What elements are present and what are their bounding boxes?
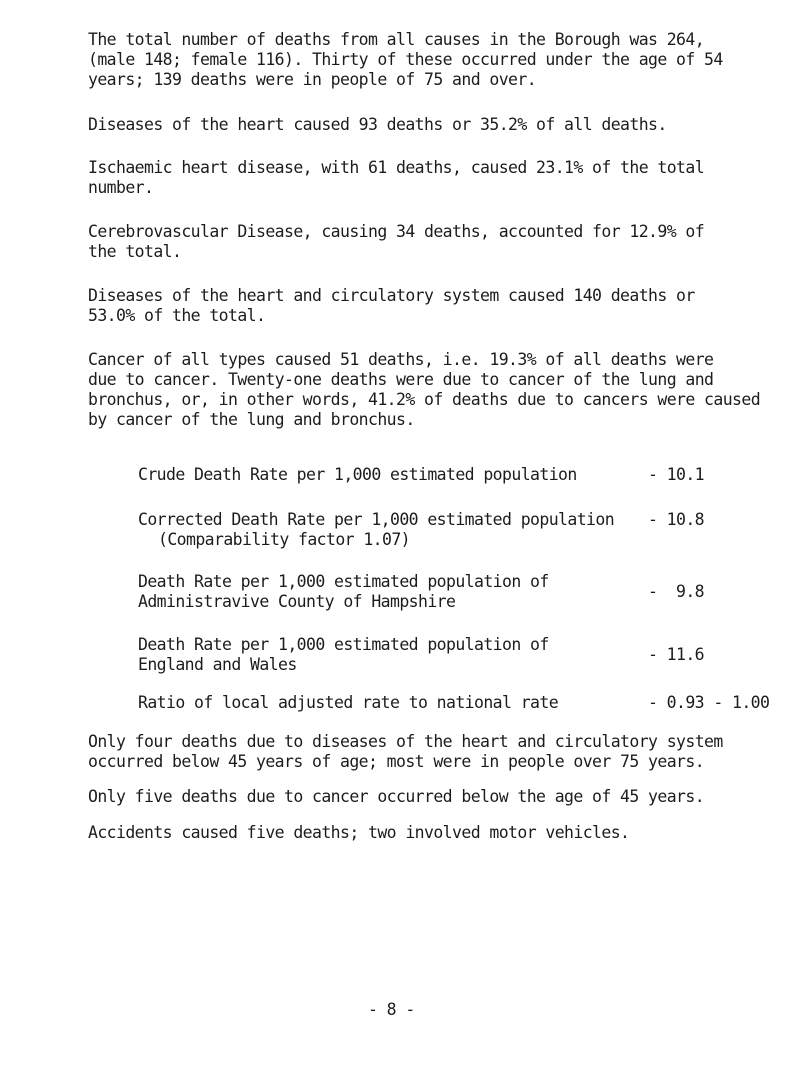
paragraph-cerebrovascular: Cerebrovascular Disease, causing 34 deaths, accounted for 12.9% of the total. [88,222,705,261]
paragraph-accidents: Accidents caused five deaths; two involved motor vehicles. [88,823,630,842]
rate-label-england-wales [138,635,658,675]
paragraph-cancer-under-45: Only five deaths due to cancer occurred below the age of 45 years. [88,787,705,806]
rate-label-subtext: (Comparability factor 1.07) [158,530,411,549]
paragraph-total-deaths: The total number of deaths from all causes in the Borough was 264, (male 148; female 116). Thirty of these occurred under the age of 54 years; 139 deaths were in people of 75 and over. [88,30,723,89]
paragraph-ischaemic: Ischaemic heart disease, with 61 deaths, caused 23.1% of the total number. [88,158,705,197]
rate-value-ratio: - 0.93 - 1.00 [648,693,770,712]
paragraph-cancer: Cancer of all types caused 51 deaths, i.e. 19.3% of all deaths were due to cancer. Twenty-one deaths were due to cancer of the lung and bronchus, or, in other words, 41.2% of deaths due to cancers were caused by cancer of the lung and bronchus. [88,350,761,429]
rate-label-crude [138,465,658,485]
rate-label-text: Death Rate per 1,000 estimated population of [138,572,549,591]
page-number: - 8 - [368,1000,415,1019]
paragraph-heart-diseases: Diseases of the heart caused 93 deaths or 35.2% of all deaths. [88,115,667,134]
rate-value-corrected: - 10.8 [648,510,705,529]
rate-label-subtext: England and Wales [138,655,297,674]
rate-label-subtext: Administravive County of Hampshire [138,592,456,611]
rate-label-ratio [138,693,658,713]
rate-label-corrected [138,510,658,550]
rate-label-text: Death Rate per 1,000 estimated population of [138,635,549,654]
rate-label-text: Ratio of local adjusted rate to national rate [138,693,559,712]
rate-label-text: Crude Death Rate per 1,000 estimated population [138,465,577,484]
rate-value-england-wales: - 11.6 [648,645,705,664]
paragraph-circulatory: Diseases of the heart and circulatory system caused 140 deaths or 53.0% of the total. [88,286,695,325]
rate-value-hampshire: - 9.8 [648,582,705,601]
paragraph-heart-under-45: Only four deaths due to diseases of the heart and circulatory system occurred below 45 years of age; most were in people over 75 years. [88,732,723,771]
rate-value-crude: - 10.1 [648,465,705,484]
rate-label-text: Corrected Death Rate per 1,000 estimated population [138,510,615,529]
rate-label-hampshire [138,572,658,612]
